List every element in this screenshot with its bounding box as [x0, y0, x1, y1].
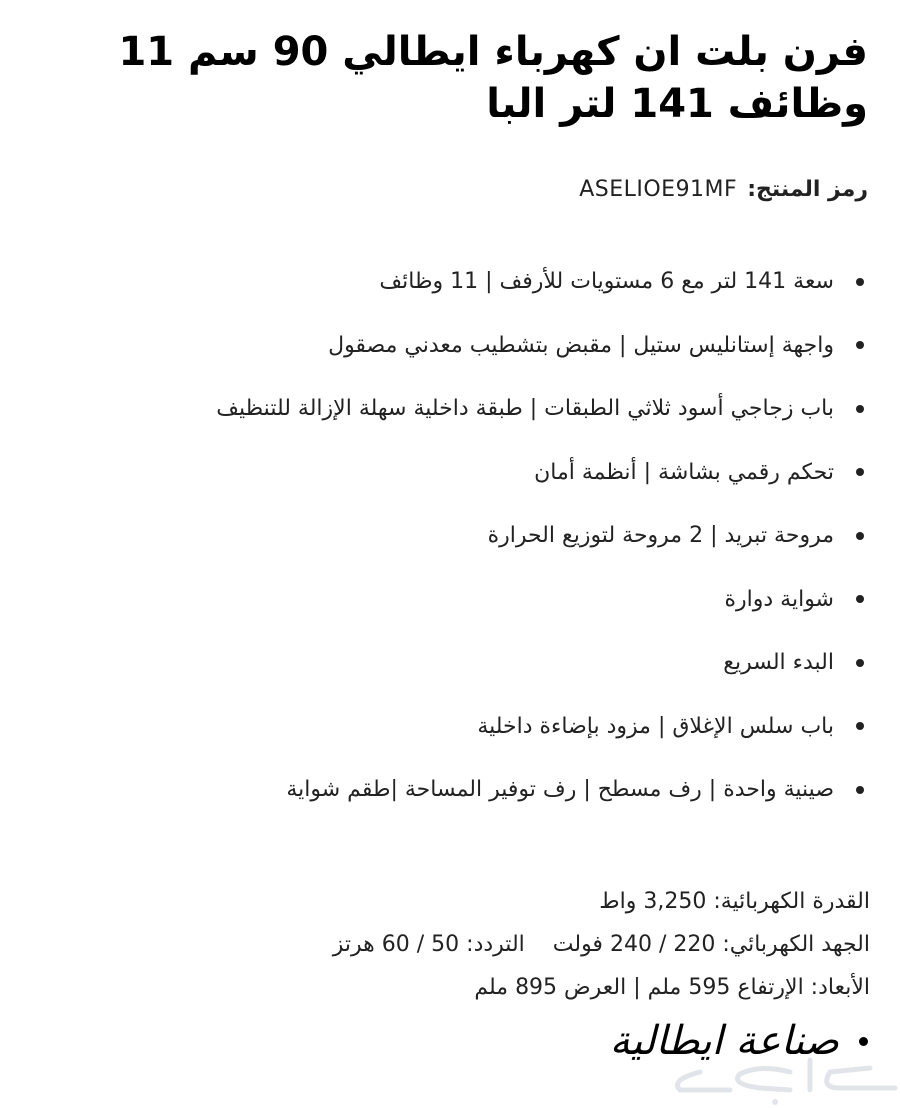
bullet-icon	[856, 532, 864, 540]
spec-dimensions	[333, 966, 870, 1009]
bullet-icon	[856, 595, 864, 603]
bullet-icon	[856, 468, 864, 476]
feature-item	[216, 377, 864, 441]
sku-label: رمز المنتج:	[747, 177, 868, 202]
feature-list	[216, 250, 864, 822]
feature-item	[216, 441, 864, 505]
bullet-icon	[856, 786, 864, 794]
spec-electrical	[333, 923, 870, 966]
product-title: فرن بلت ان كهرباء ايطالي 90 سم 11 وظائف 141 لتر البا	[118, 29, 868, 127]
feature-text: مروحة تبريد | 2 مروحة لتوزيع الحرارة	[487, 523, 834, 549]
spec-power	[333, 880, 870, 923]
product-sku	[579, 172, 868, 208]
feature-item	[216, 631, 864, 695]
spec-frequency-text: التردد: 50 / 60 هرتز	[332, 932, 525, 957]
feature-text: سعة 141 لتر مع 6 مستويات للأرفف | 11 وظائف	[379, 269, 834, 295]
bullet-icon	[856, 278, 864, 286]
bullet-icon	[856, 722, 864, 730]
bullet-icon	[856, 405, 864, 413]
spec-power-text: القدرة الكهربائية: 3,250 واط	[599, 889, 870, 914]
spec-dimensions-text: الأبعاد: الإرتفاع 595 ملم | العرض 895 ملم	[474, 975, 870, 1000]
feature-item	[216, 568, 864, 632]
feature-item	[216, 504, 864, 568]
feature-text: البدء السريع	[723, 650, 834, 676]
feature-item	[216, 758, 864, 822]
bullet-icon	[856, 659, 864, 667]
feature-item	[216, 695, 864, 759]
feature-text: تحكم رقمي بشاشة | أنظمة أمان	[534, 459, 834, 485]
spec-block	[333, 880, 870, 1009]
bullet-icon	[856, 341, 864, 349]
feature-text: واجهة إستانليس ستيل | مقبض بتشطيب معدني مصقول	[328, 332, 834, 358]
bullet-icon	[859, 1037, 868, 1046]
origin-line	[610, 1018, 868, 1064]
spec-voltage-text: الجهد الكهربائي: 220 / 240 فولت	[552, 932, 870, 957]
feature-text: شواية دوارة	[724, 586, 834, 612]
feature-text: باب زجاجي أسود ثلاثي الطبقات | طبقة داخلية سهلة الإزالة للتنظيف	[216, 396, 834, 422]
feature-item	[216, 314, 864, 378]
feature-text: صينية واحدة | رف مسطح | رف توفير المساحة |طقم شواية	[286, 777, 834, 803]
origin-text: صناعة ايطالية	[609, 1018, 839, 1064]
feature-item	[216, 250, 864, 314]
sku-value: ASELIOE91MF	[579, 177, 738, 202]
spacer	[525, 923, 553, 966]
feature-text: باب سلس الإغلاق | مزود بإضاءة داخلية	[477, 713, 834, 739]
